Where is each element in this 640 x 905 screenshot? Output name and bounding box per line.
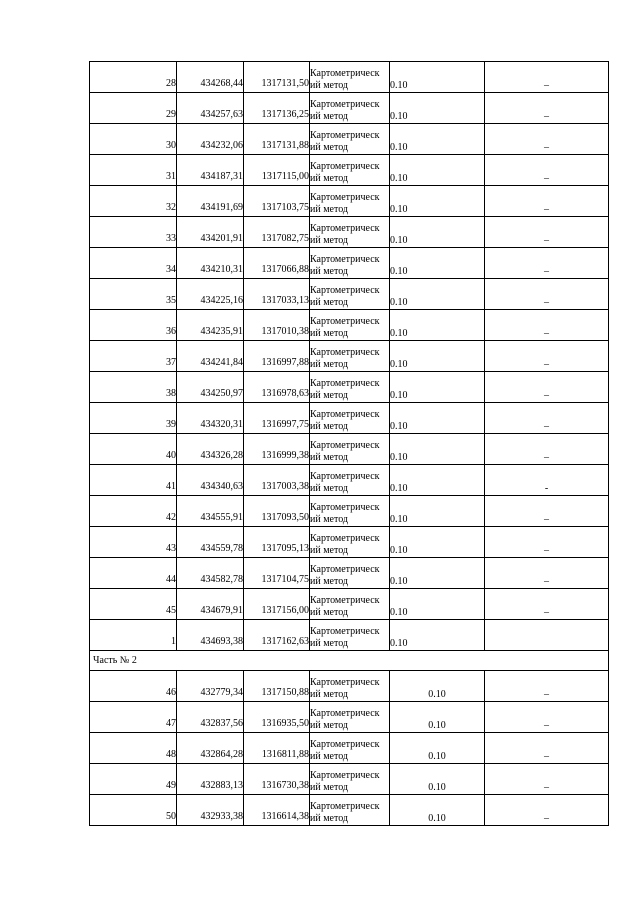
method-text-line-1: Картометрическ xyxy=(310,409,380,420)
method-text-line-1: Картометрическ xyxy=(310,68,380,79)
table-row xyxy=(90,702,609,733)
method-cell xyxy=(310,434,390,465)
coord-y-cell: 1317003,38 xyxy=(244,465,310,496)
coord-y-cell: 1317066,88 xyxy=(244,248,310,279)
extra-cell: – xyxy=(485,341,609,372)
accuracy-cell: 0.10 xyxy=(390,702,485,733)
extra-cell xyxy=(485,620,609,651)
accuracy-cell: 0.10 xyxy=(390,372,485,403)
extra-cell: – xyxy=(485,558,609,589)
method-cell xyxy=(310,558,390,589)
method-text-line-2: ий метод xyxy=(310,266,349,277)
point-number-cell: 32 xyxy=(90,186,177,217)
table-row xyxy=(90,527,609,558)
table-row xyxy=(90,620,609,651)
accuracy-cell: 0.10 xyxy=(390,62,485,93)
coord-x-cell: 434235,91 xyxy=(177,310,244,341)
accuracy-cell: 0.10 xyxy=(390,558,485,589)
table-row xyxy=(90,341,609,372)
coord-y-cell: 1316811,88 xyxy=(244,733,310,764)
extra-cell: – xyxy=(485,702,609,733)
method-text-line-2: ий метод xyxy=(310,452,349,463)
method-text-line-1: Картометрическ xyxy=(310,626,380,637)
method-text-line-2: ий метод xyxy=(310,514,349,525)
accuracy-cell: 0.10 xyxy=(390,93,485,124)
coord-y-cell: 1317093,50 xyxy=(244,496,310,527)
point-number-cell: 40 xyxy=(90,434,177,465)
extra-cell: – xyxy=(485,155,609,186)
accuracy-cell: 0.10 xyxy=(390,279,485,310)
method-cell xyxy=(310,764,390,795)
part-label: Часть № 2 xyxy=(90,651,609,671)
accuracy-cell: 0.10 xyxy=(390,589,485,620)
method-text-line-2: ий метод xyxy=(310,390,349,401)
method-text-line-1: Картометрическ xyxy=(310,254,380,265)
method-cell xyxy=(310,217,390,248)
extra-cell: – xyxy=(485,589,609,620)
accuracy-cell: 0.10 xyxy=(390,527,485,558)
method-text-line-2: ий метод xyxy=(310,545,349,556)
method-text-line-2: ий метод xyxy=(310,607,349,618)
method-text-line-2: ий метод xyxy=(310,782,349,793)
method-text-line-1: Картометрическ xyxy=(310,192,380,203)
point-number-cell: 31 xyxy=(90,155,177,186)
coord-y-cell: 1317115,00 xyxy=(244,155,310,186)
accuracy-cell: 0.10 xyxy=(390,764,485,795)
accuracy-cell: 0.10 xyxy=(390,186,485,217)
coord-x-cell: 434210,31 xyxy=(177,248,244,279)
method-cell xyxy=(310,93,390,124)
table-row xyxy=(90,62,609,93)
table-row xyxy=(90,372,609,403)
coord-x-cell: 434693,38 xyxy=(177,620,244,651)
method-text-line-2: ий метод xyxy=(310,421,349,432)
accuracy-cell: 0.10 xyxy=(390,465,485,496)
method-cell xyxy=(310,671,390,702)
point-number-cell: 36 xyxy=(90,310,177,341)
accuracy-cell: 0.10 xyxy=(390,671,485,702)
extra-cell: – xyxy=(485,217,609,248)
method-text-line-1: Картометрическ xyxy=(310,564,380,575)
extra-cell: – xyxy=(485,372,609,403)
coord-y-cell: 1316999,38 xyxy=(244,434,310,465)
point-number-cell: 45 xyxy=(90,589,177,620)
coord-x-cell: 434257,63 xyxy=(177,93,244,124)
method-cell xyxy=(310,527,390,558)
method-cell xyxy=(310,403,390,434)
accuracy-cell: 0.10 xyxy=(390,733,485,764)
table-row xyxy=(90,155,609,186)
coord-x-cell: 432883,13 xyxy=(177,764,244,795)
table-row xyxy=(90,496,609,527)
accuracy-cell: 0.10 xyxy=(390,217,485,248)
coord-x-cell: 434559,78 xyxy=(177,527,244,558)
method-text-line-1: Картометрическ xyxy=(310,440,380,451)
extra-cell: - xyxy=(485,465,609,496)
point-number-cell: 46 xyxy=(90,671,177,702)
accuracy-cell: 0.10 xyxy=(390,496,485,527)
method-text-line-2: ий метод xyxy=(310,720,349,731)
coord-y-cell: 1316997,88 xyxy=(244,341,310,372)
point-number-cell: 43 xyxy=(90,527,177,558)
coord-y-cell: 1317095,13 xyxy=(244,527,310,558)
method-text-line-1: Картометрическ xyxy=(310,99,380,110)
extra-cell: – xyxy=(485,527,609,558)
method-cell xyxy=(310,620,390,651)
coord-y-cell: 1317131,88 xyxy=(244,124,310,155)
method-text-line-1: Картометрическ xyxy=(310,285,380,296)
coord-y-cell: 1317033,13 xyxy=(244,279,310,310)
method-text-line-2: ий метод xyxy=(310,576,349,587)
coord-y-cell: 1317150,88 xyxy=(244,671,310,702)
extra-cell: – xyxy=(485,403,609,434)
table-row xyxy=(90,186,609,217)
point-number-cell: 35 xyxy=(90,279,177,310)
method-text-line-1: Картометрическ xyxy=(310,677,380,688)
coordinates-table-body xyxy=(90,62,609,826)
method-text-line-2: ий метод xyxy=(310,638,349,649)
coord-y-cell: 1316978,63 xyxy=(244,372,310,403)
accuracy-cell: 0.10 xyxy=(390,341,485,372)
method-cell xyxy=(310,341,390,372)
coord-y-cell: 1317010,38 xyxy=(244,310,310,341)
method-text-line-1: Картометрическ xyxy=(310,739,380,750)
coord-y-cell: 1316730,38 xyxy=(244,764,310,795)
point-number-cell: 41 xyxy=(90,465,177,496)
point-number-cell: 38 xyxy=(90,372,177,403)
accuracy-cell: 0.10 xyxy=(390,795,485,826)
method-text-line-1: Картометрическ xyxy=(310,378,380,389)
method-cell xyxy=(310,62,390,93)
method-cell xyxy=(310,496,390,527)
method-text-line-2: ий метод xyxy=(310,751,349,762)
method-cell xyxy=(310,248,390,279)
table-row xyxy=(90,795,609,826)
point-number-cell: 33 xyxy=(90,217,177,248)
table-row xyxy=(90,279,609,310)
coord-y-cell: 1316997,75 xyxy=(244,403,310,434)
point-number-cell: 29 xyxy=(90,93,177,124)
extra-cell: – xyxy=(485,795,609,826)
method-cell xyxy=(310,702,390,733)
accuracy-cell: 0.10 xyxy=(390,403,485,434)
table-row xyxy=(90,217,609,248)
point-number-cell: 47 xyxy=(90,702,177,733)
method-text-line-1: Картометрическ xyxy=(310,770,380,781)
point-number-cell: 30 xyxy=(90,124,177,155)
method-text-line-2: ий метод xyxy=(310,173,349,184)
table-row xyxy=(90,558,609,589)
coord-x-cell: 434225,16 xyxy=(177,279,244,310)
coord-x-cell: 432779,34 xyxy=(177,671,244,702)
method-text-line-1: Картометрическ xyxy=(310,130,380,141)
method-cell xyxy=(310,589,390,620)
coord-x-cell: 434201,91 xyxy=(177,217,244,248)
table-row xyxy=(90,764,609,795)
accuracy-cell: 0.10 xyxy=(390,434,485,465)
coord-y-cell: 1316935,50 xyxy=(244,702,310,733)
method-cell xyxy=(310,186,390,217)
table-row xyxy=(90,93,609,124)
method-cell xyxy=(310,733,390,764)
method-cell xyxy=(310,465,390,496)
method-cell xyxy=(310,124,390,155)
method-text-line-2: ий метод xyxy=(310,142,349,153)
extra-cell: – xyxy=(485,186,609,217)
extra-cell: – xyxy=(485,93,609,124)
coord-y-cell: 1317162,63 xyxy=(244,620,310,651)
coord-x-cell: 434187,31 xyxy=(177,155,244,186)
method-text-line-1: Картометрическ xyxy=(310,595,380,606)
point-number-cell: 28 xyxy=(90,62,177,93)
accuracy-cell: 0.10 xyxy=(390,620,485,651)
accuracy-cell: 0.10 xyxy=(390,124,485,155)
method-text-line-2: ий метод xyxy=(310,204,349,215)
method-text-line-2: ий метод xyxy=(310,359,349,370)
method-text-line-1: Картометрическ xyxy=(310,223,380,234)
method-cell xyxy=(310,795,390,826)
method-cell xyxy=(310,155,390,186)
coord-x-cell: 434250,97 xyxy=(177,372,244,403)
point-number-cell: 37 xyxy=(90,341,177,372)
coord-x-cell: 434679,91 xyxy=(177,589,244,620)
coord-x-cell: 434232,06 xyxy=(177,124,244,155)
point-number-cell: 44 xyxy=(90,558,177,589)
extra-cell: – xyxy=(485,248,609,279)
method-cell xyxy=(310,310,390,341)
coord-x-cell: 434320,31 xyxy=(177,403,244,434)
table-row xyxy=(90,589,609,620)
coord-y-cell: 1317131,50 xyxy=(244,62,310,93)
method-text-line-1: Картометрическ xyxy=(310,347,380,358)
table-row xyxy=(90,403,609,434)
method-text-line-2: ий метод xyxy=(310,80,349,91)
table-row xyxy=(90,124,609,155)
extra-cell: – xyxy=(485,496,609,527)
coord-x-cell: 434582,78 xyxy=(177,558,244,589)
method-text-line-2: ий метод xyxy=(310,297,349,308)
method-text-line-2: ий метод xyxy=(310,813,349,824)
method-text-line-2: ий метод xyxy=(310,328,349,339)
table-row xyxy=(90,671,609,702)
method-text-line-1: Картометрическ xyxy=(310,533,380,544)
coord-x-cell: 434241,84 xyxy=(177,341,244,372)
point-number-cell: 1 xyxy=(90,620,177,651)
point-number-cell: 42 xyxy=(90,496,177,527)
accuracy-cell: 0.10 xyxy=(390,248,485,279)
extra-cell: – xyxy=(485,434,609,465)
table-row xyxy=(90,434,609,465)
coord-y-cell: 1317103,75 xyxy=(244,186,310,217)
method-text-line-2: ий метод xyxy=(310,689,349,700)
coord-y-cell: 1317104,75 xyxy=(244,558,310,589)
extra-cell: – xyxy=(485,764,609,795)
method-text-line-1: Картометрическ xyxy=(310,801,380,812)
point-number-cell: 49 xyxy=(90,764,177,795)
table-row xyxy=(90,310,609,341)
coord-x-cell: 434191,69 xyxy=(177,186,244,217)
coord-x-cell: 432837,56 xyxy=(177,702,244,733)
method-text-line-1: Картометрическ xyxy=(310,161,380,172)
coord-y-cell: 1316614,38 xyxy=(244,795,310,826)
method-text-line-1: Картометрическ xyxy=(310,502,380,513)
point-number-cell: 48 xyxy=(90,733,177,764)
coord-y-cell: 1317136,25 xyxy=(244,93,310,124)
accuracy-cell: 0.10 xyxy=(390,155,485,186)
method-text-line-1: Картометрическ xyxy=(310,471,380,482)
coord-x-cell: 432933,38 xyxy=(177,795,244,826)
method-text-line-2: ий метод xyxy=(310,483,349,494)
coord-y-cell: 1317156,00 xyxy=(244,589,310,620)
extra-cell: – xyxy=(485,733,609,764)
method-text-line-1: Картометрическ xyxy=(310,708,380,719)
method-text-line-2: ий метод xyxy=(310,111,349,122)
coord-x-cell: 434326,28 xyxy=(177,434,244,465)
coord-y-cell: 1317082,75 xyxy=(244,217,310,248)
point-number-cell: 34 xyxy=(90,248,177,279)
coord-x-cell: 434268,44 xyxy=(177,62,244,93)
method-cell xyxy=(310,372,390,403)
table-row xyxy=(90,465,609,496)
table-row xyxy=(90,248,609,279)
coord-x-cell: 432864,28 xyxy=(177,733,244,764)
method-text-line-2: ий метод xyxy=(310,235,349,246)
coord-x-cell: 434340,63 xyxy=(177,465,244,496)
point-number-cell: 39 xyxy=(90,403,177,434)
extra-cell: – xyxy=(485,279,609,310)
coordinates-table xyxy=(89,61,609,826)
coord-x-cell: 434555,91 xyxy=(177,496,244,527)
point-number-cell: 50 xyxy=(90,795,177,826)
table-row xyxy=(90,733,609,764)
extra-cell: – xyxy=(485,671,609,702)
method-text-line-1: Картометрическ xyxy=(310,316,380,327)
extra-cell: – xyxy=(485,310,609,341)
part-header-row xyxy=(90,651,609,671)
extra-cell: – xyxy=(485,124,609,155)
extra-cell: – xyxy=(485,62,609,93)
accuracy-cell: 0.10 xyxy=(390,310,485,341)
method-cell xyxy=(310,279,390,310)
